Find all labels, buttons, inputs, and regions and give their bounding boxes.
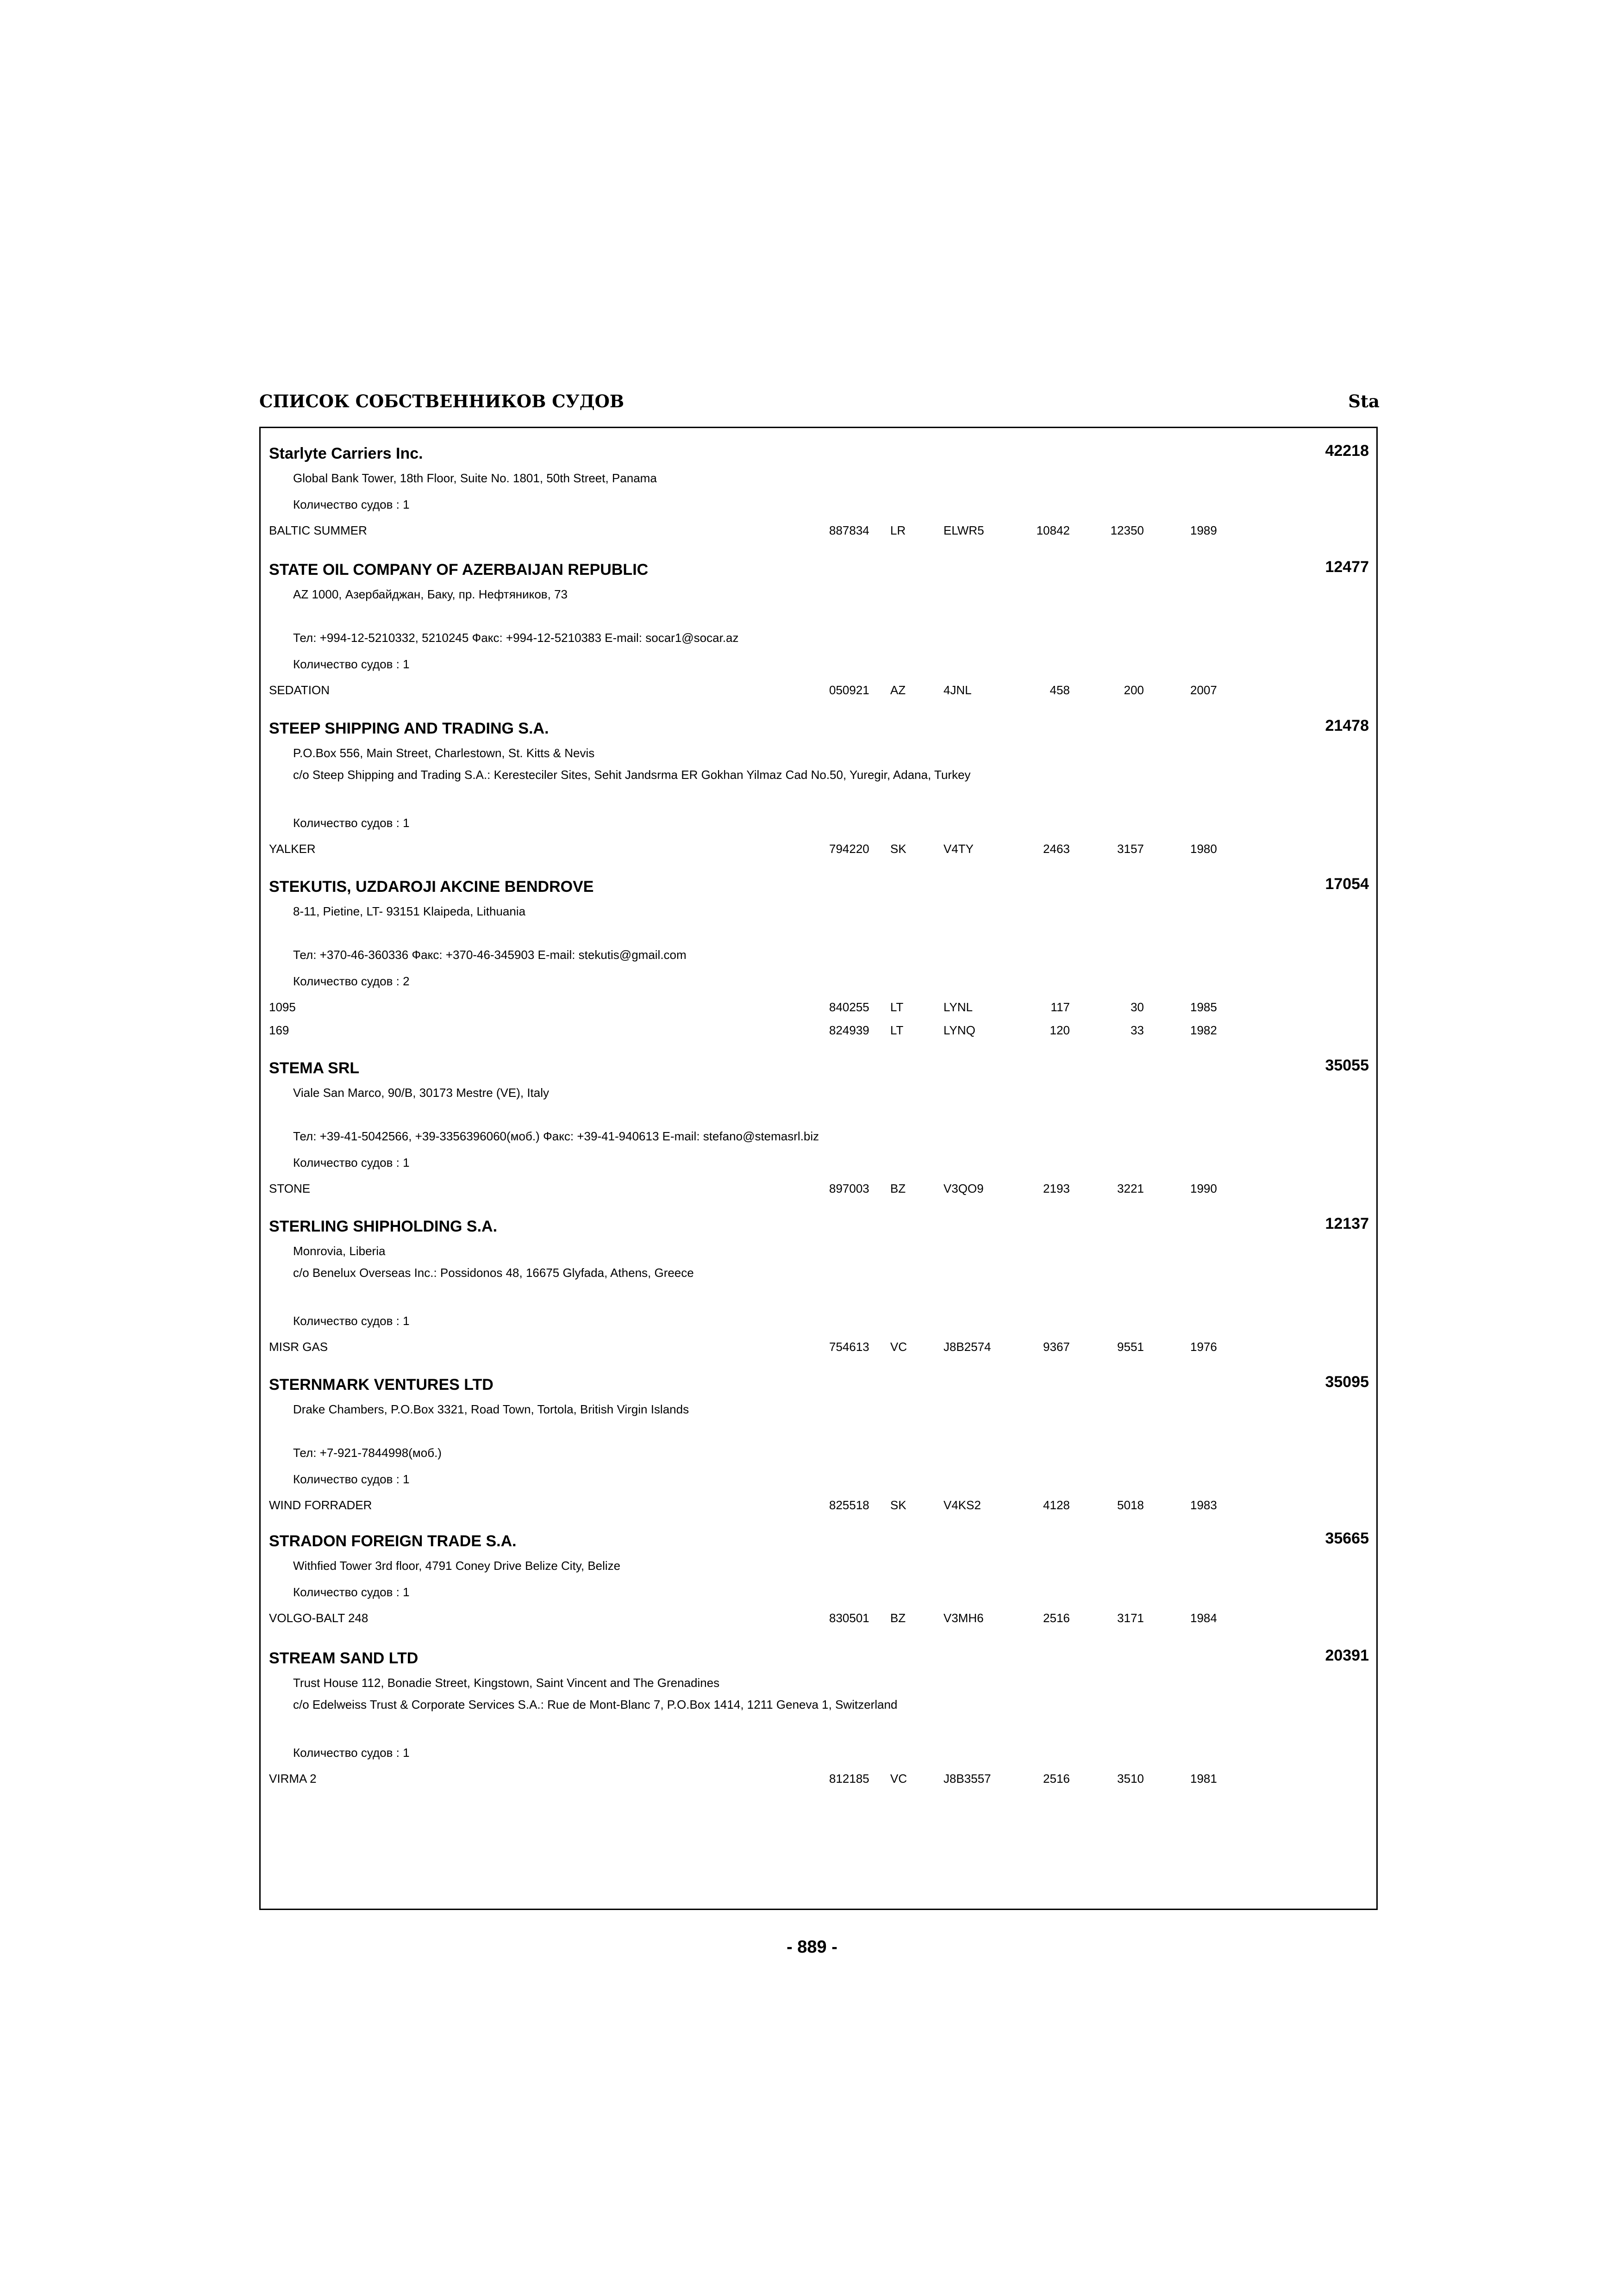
vessel-year: 1985	[1190, 1000, 1217, 1014]
entry-id: 42218	[1325, 442, 1369, 460]
vessel-dwt: 33	[1131, 1023, 1144, 1037]
company-name: STRADON FOREIGN TRADE S.A.	[269, 1532, 517, 1550]
vessel-count: Количество судов : 1	[293, 657, 410, 671]
listing-frame	[259, 427, 1378, 1910]
vessel-dwt: 3157	[1117, 842, 1144, 856]
vessel-gt: 117	[1050, 1000, 1070, 1014]
vessel-name: MISR GAS	[269, 1340, 328, 1354]
company-name: STEEP SHIPPING AND TRADING S.A.	[269, 720, 549, 737]
address-line: Тел: +39-41-5042566, +39-3356396060(моб.) Факс: +39-41-940613 E-mail: stefano@stemasrl.biz	[293, 1129, 819, 1143]
address-line: P.O.Box 556, Main Street, Charlestown, St. Kitts & Nevis	[293, 746, 595, 760]
vessel-name: VIRMA 2	[269, 1772, 317, 1786]
vessel-row	[269, 1021, 1241, 1039]
address-line: Withfied Tower 3rd floor, 4791 Coney Drive Belize City, Belize	[293, 1559, 621, 1573]
vessel-flag: LT	[890, 1023, 904, 1037]
address-line: AZ 1000, Азербайджан, Баку, пр. Нефтяников, 73	[293, 587, 568, 601]
vessel-row	[269, 998, 1241, 1016]
page-header	[259, 391, 1380, 419]
company-name: Starlyte Carriers Inc.	[269, 445, 423, 462]
vessel-count: Количество судов : 1	[293, 1746, 410, 1760]
vessel-flag: VC	[890, 1772, 907, 1786]
entry-id: 12477	[1325, 558, 1369, 576]
address-line: c/o Edelweiss Trust & Corporate Services S.A.: Rue de Mont-Blanc 7, P.O.Box 1414, 1211 Geneva 1, Switzerland	[293, 1698, 898, 1711]
company-name: STERNMARK VENTURES LTD	[269, 1376, 493, 1394]
vessel-callsign: ELWR5	[943, 523, 984, 537]
vessel-flag: BZ	[890, 1611, 906, 1625]
vessel-name: STONE	[269, 1182, 311, 1195]
entry-id: 35095	[1325, 1373, 1369, 1391]
vessel-row	[269, 840, 1241, 858]
vessel-count: Количество судов : 1	[293, 1156, 410, 1170]
entry-id: 21478	[1325, 717, 1369, 734]
vessel-row	[269, 521, 1241, 540]
vessel-imo: 754613	[829, 1340, 869, 1354]
vessel-callsign: V3QO9	[943, 1182, 984, 1195]
vessel-dwt: 30	[1131, 1000, 1144, 1014]
company-name: STATE OIL COMPANY OF AZERBAIJAN REPUBLIC	[269, 561, 649, 579]
index-letters: Sta	[1348, 391, 1380, 411]
vessel-name: YALKER	[269, 842, 316, 856]
company-name: STREAM SAND LTD	[269, 1649, 418, 1667]
vessel-callsign: V3MH6	[943, 1611, 984, 1625]
vessel-year: 1981	[1190, 1772, 1217, 1786]
vessel-row	[269, 1338, 1241, 1356]
vessel-imo: 812185	[829, 1772, 869, 1786]
vessel-dwt: 3171	[1117, 1611, 1144, 1625]
vessel-imo: 897003	[829, 1182, 869, 1195]
vessel-name: 1095	[269, 1000, 296, 1014]
vessel-row	[269, 1496, 1241, 1514]
address-line: c/o Benelux Overseas Inc.: Possidonos 48, 16675 Glyfada, Athens, Greece	[293, 1266, 694, 1280]
entry-id: 35665	[1325, 1530, 1369, 1547]
vessel-name: WIND FORRADER	[269, 1498, 372, 1512]
vessel-dwt: 200	[1124, 683, 1144, 697]
entry-id: 17054	[1325, 875, 1369, 893]
vessel-row	[269, 1769, 1241, 1788]
vessel-flag: VC	[890, 1340, 907, 1354]
vessel-gt: 10842	[1036, 523, 1070, 537]
vessel-gt: 2193	[1043, 1182, 1070, 1195]
vessel-count: Количество судов : 1	[293, 1472, 410, 1486]
vessel-callsign: V4KS2	[943, 1498, 981, 1512]
vessel-name: BALTIC SUMMER	[269, 523, 367, 537]
vessel-imo: 887834	[829, 523, 869, 537]
vessel-callsign: LYNQ	[943, 1023, 975, 1037]
vessel-callsign: J8B3557	[943, 1772, 991, 1786]
vessel-imo: 050921	[829, 683, 869, 697]
vessel-name: 169	[269, 1023, 289, 1037]
entry-id: 12137	[1325, 1215, 1369, 1232]
vessel-gt: 9367	[1043, 1340, 1070, 1354]
address-line: c/o Steep Shipping and Trading S.A.: Keresteciler Sites, Sehit Jandsrma ER Gokhan Yilmaz Cad No.50, Yuregir, Adana, Turkey	[293, 768, 971, 782]
address-line: Тел: +7-921-7844998(моб.)	[293, 1446, 442, 1460]
address-line: Drake Chambers, P.O.Box 3321, Road Town, Tortola, British Virgin Islands	[293, 1402, 689, 1416]
vessel-dwt: 9551	[1117, 1340, 1144, 1354]
vessel-row	[269, 1609, 1241, 1627]
address-line: Тел: +370-46-360336 Факс: +370-46-345903 E-mail: stekutis@gmail.com	[293, 948, 687, 962]
vessel-year: 1990	[1190, 1182, 1217, 1195]
vessel-name: SEDATION	[269, 683, 330, 697]
vessel-dwt: 5018	[1117, 1498, 1144, 1512]
address-line: Monrovia, Liberia	[293, 1244, 386, 1258]
vessel-imo: 794220	[829, 842, 869, 856]
vessel-count: Количество судов : 1	[293, 1314, 410, 1328]
vessel-gt: 458	[1049, 683, 1070, 697]
vessel-gt: 2516	[1043, 1772, 1070, 1786]
vessel-gt: 120	[1049, 1023, 1070, 1037]
vessel-dwt: 12350	[1110, 523, 1144, 537]
vessel-count: Количество судов : 1	[293, 1585, 410, 1599]
vessel-year: 1983	[1190, 1498, 1217, 1512]
vessel-gt: 4128	[1043, 1498, 1070, 1512]
page-number: - 889 -	[787, 1937, 837, 1957]
vessel-callsign: LYNL	[943, 1000, 973, 1014]
vessel-flag: SK	[890, 842, 906, 856]
vessel-row	[269, 1179, 1241, 1198]
address-line: Viale San Marco, 90/B, 30173 Mestre (VE), Italy	[293, 1086, 550, 1100]
company-name: STERLING SHIPHOLDING S.A.	[269, 1218, 498, 1235]
vessel-year: 1982	[1190, 1023, 1217, 1037]
entry-id: 20391	[1325, 1647, 1369, 1664]
vessel-imo: 840255	[829, 1000, 869, 1014]
vessel-flag: LT	[890, 1000, 904, 1014]
vessel-year: 1980	[1190, 842, 1217, 856]
vessel-imo: 825518	[829, 1498, 869, 1512]
vessel-gt: 2463	[1043, 842, 1070, 856]
vessel-flag: LR	[890, 523, 906, 537]
vessel-dwt: 3221	[1117, 1182, 1144, 1195]
vessel-callsign: J8B2574	[943, 1340, 991, 1354]
vessel-year: 2007	[1190, 683, 1217, 697]
vessel-name: VOLGO-BALT 248	[269, 1611, 369, 1625]
vessel-callsign: V4TY	[943, 842, 974, 856]
address-line: Тел: +994-12-5210332, 5210245 Факс: +994-12-5210383 E-mail: socar1@socar.az	[293, 631, 739, 645]
vessel-count: Количество судов : 1	[293, 816, 410, 830]
page-title: СПИСОК СОБСТВЕННИКОВ СУДОВ	[259, 391, 625, 411]
address-line: Trust House 112, Bonadie Street, Kingstown, Saint Vincent and The Grenadines	[293, 1676, 720, 1690]
company-name: STEKUTIS, UZDAROJI AKCINE BENDROVE	[269, 878, 594, 896]
company-name: STEMA SRL	[269, 1059, 360, 1077]
vessel-year: 1984	[1190, 1611, 1217, 1625]
vessel-flag: BZ	[890, 1182, 906, 1195]
vessel-callsign: 4JNL	[943, 683, 972, 697]
vessel-row	[269, 681, 1241, 699]
vessel-flag: SK	[890, 1498, 906, 1512]
vessel-imo: 830501	[829, 1611, 869, 1625]
vessel-imo: 824939	[829, 1023, 869, 1037]
vessel-dwt: 3510	[1117, 1772, 1144, 1786]
vessel-year: 1976	[1190, 1340, 1217, 1354]
vessel-count: Количество судов : 2	[293, 974, 410, 988]
vessel-year: 1989	[1190, 523, 1217, 537]
address-line: Global Bank Tower, 18th Floor, Suite No. 1801, 50th Street, Panama	[293, 471, 657, 485]
vessel-flag: AZ	[890, 683, 906, 697]
address-line: 8-11, Pietine, LT- 93151 Klaipeda, Lithuania	[293, 904, 526, 918]
vessel-gt: 2516	[1043, 1611, 1070, 1625]
entry-id: 35055	[1325, 1057, 1369, 1074]
vessel-count: Количество судов : 1	[293, 498, 410, 511]
